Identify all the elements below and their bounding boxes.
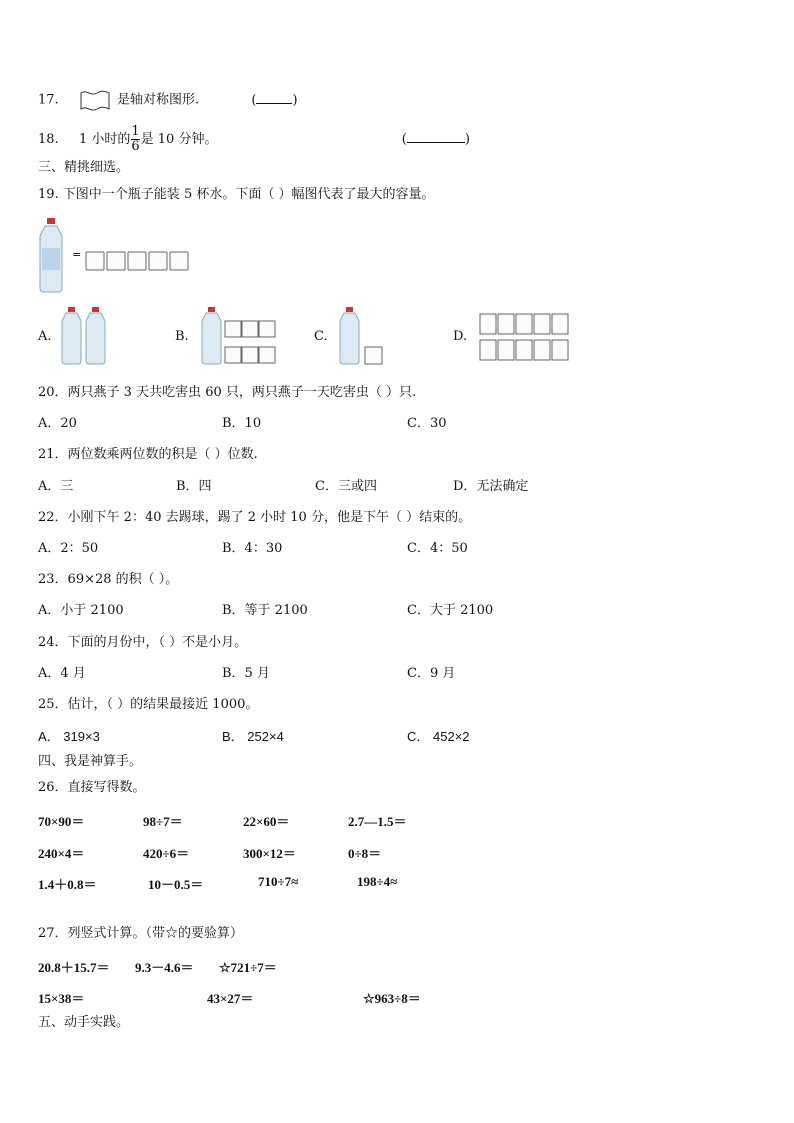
calc-item: 240×4＝ — [38, 846, 85, 861]
option-a[interactable]: A. — [38, 329, 52, 344]
option-c[interactable]: C． 452×2 — [407, 729, 470, 744]
question-text-pre: 1 小时的 — [78, 132, 131, 147]
water-bottle-icon — [40, 218, 62, 292]
option-a[interactable]: A．小于 2100 — [38, 603, 124, 618]
section-heading: 三、精挑细选。 — [38, 160, 130, 175]
option-b[interactable]: B． 252×4 — [222, 729, 284, 744]
option-c[interactable]: C. — [314, 329, 328, 344]
option-d[interactable]: D．无法确定 — [453, 479, 529, 494]
question-27: 27．列竖式计算。（带☆的要验算） — [38, 926, 244, 941]
option-c[interactable]: C．大于 2100 — [407, 603, 494, 618]
option-a[interactable]: A．20 — [38, 416, 77, 431]
question-26: 26．直接写得数。 — [38, 780, 146, 795]
calc-item: 43×27＝ — [207, 991, 254, 1006]
question-24: 24．下面的月份中，（ ）不是小月。 — [38, 635, 248, 650]
calc-item: 420÷6＝ — [143, 846, 190, 861]
fraction-denominator: 6 — [131, 139, 140, 154]
option-a[interactable]: A．2：50 — [38, 541, 99, 556]
question-number: 18. — [38, 132, 59, 147]
option-c[interactable]: C．9 月 — [407, 666, 456, 681]
question-19: 19. 下图中一个瓶子能装 5 杯水。下面（ ）幅图代表了最大的容量。 — [38, 187, 435, 202]
option-a-two-bottles-icon — [60, 307, 112, 365]
wave-shape-figure — [79, 89, 111, 111]
calc-item: 70×90＝ — [38, 814, 85, 829]
question-17 — [38, 89, 298, 111]
calc-item: 98÷7＝ — [143, 814, 183, 829]
equals-sign: = — [72, 248, 82, 261]
option-b[interactable]: B．10 — [222, 416, 262, 431]
calc-item: 710÷7≈ — [258, 874, 299, 889]
calc-item: 9.3－4.6＝ — [135, 960, 194, 975]
calc-item: 198÷4≈ — [357, 874, 398, 889]
answer-blank[interactable]: ( ) — [251, 92, 298, 108]
option-c[interactable]: C．4：50 — [407, 541, 468, 556]
question-23: 23．69×28 的积（ ）。 — [38, 572, 179, 587]
option-c[interactable]: C．三或四 — [315, 479, 377, 494]
answer-blank[interactable]: ( ) — [401, 132, 470, 147]
question-21: 21．两位数乘两位数的积是（ ）位数. — [38, 447, 258, 462]
question-25: 25．估计，（ ）的结果最接近 1000。 — [38, 697, 259, 712]
calc-item: 15×38＝ — [38, 991, 85, 1006]
option-b[interactable]: B. — [175, 329, 189, 344]
option-b[interactable]: B．四 — [176, 479, 212, 494]
section-heading: 五、动手实践。 — [38, 1015, 130, 1030]
option-b[interactable]: B．5 月 — [222, 666, 270, 681]
question-18 — [38, 125, 470, 154]
question-text: 是轴对称图形. — [116, 92, 200, 108]
option-a[interactable]: A．三 — [38, 479, 74, 494]
calc-item: 22×60＝ — [243, 814, 290, 829]
calc-item: 1.4＋0.8＝ — [38, 877, 97, 892]
option-a[interactable]: A． 319×3 — [38, 729, 100, 744]
bottle-equals-cups-figure — [38, 218, 198, 298]
question-number: 17. — [38, 92, 59, 108]
fraction — [131, 125, 139, 154]
calc-item: 20.8＋15.7＝ — [38, 960, 110, 975]
option-c-bottle-one-cup-icon — [338, 307, 388, 367]
question-text-post: 是 10 分钟。 — [140, 132, 218, 147]
option-d[interactable]: D. — [453, 329, 468, 344]
option-b-bottle-six-cups-icon — [200, 307, 280, 367]
option-b[interactable]: B．等于 2100 — [222, 603, 308, 618]
calc-item: ☆963÷8＝ — [363, 991, 421, 1006]
option-c[interactable]: C．30 — [407, 416, 447, 431]
option-b[interactable]: B．4：30 — [222, 541, 283, 556]
calc-item: 300×12＝ — [243, 846, 296, 861]
option-a[interactable]: A．4 月 — [38, 666, 86, 681]
fraction-numerator: 1 — [131, 124, 140, 139]
calc-item: ☆721÷7＝ — [219, 960, 277, 975]
cups-row — [86, 252, 188, 270]
calc-item: 10－0.5＝ — [148, 877, 204, 892]
question-22: 22．小刚下午 2：40 去踢球，踢了 2 小时 10 分，他是下午（ ）结束的。 — [38, 510, 472, 525]
question-20: 20．两只燕子 3 天共吃害虫 60 只，两只燕子一天吃害虫（ ）只. — [38, 385, 417, 400]
calc-item: 2.7—1.5＝ — [348, 814, 407, 829]
option-d-ten-cups-icon — [478, 312, 572, 364]
section-heading: 四、我是神算手。 — [38, 754, 143, 769]
calc-item: 0÷8＝ — [348, 846, 382, 861]
